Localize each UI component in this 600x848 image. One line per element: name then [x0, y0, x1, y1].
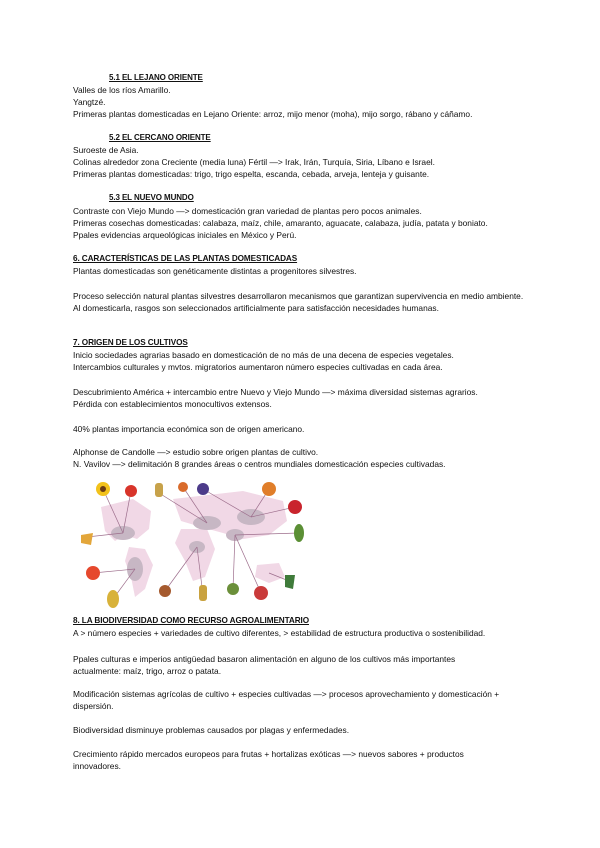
peach-icon [288, 500, 302, 514]
chili-icon [86, 566, 100, 580]
paragraph: Primeras plantas domesticadas: trigo, trigo espelta, escanda, cebada, arveja, lenteja y guisante. [73, 169, 430, 180]
heading-nuevo-mundo: 5.3 EL NUEVO MUNDO [109, 193, 194, 202]
grape-icon [197, 483, 209, 495]
paragraph: N. Vavilov —> delimitación 8 grandes áreas o centros mundiales domesticación especies cultivadas. [73, 459, 446, 470]
paragraph: Pérdida con establecimientos monocultivos extensos. [73, 399, 272, 410]
tomato-icon [125, 485, 137, 497]
corn-icon [107, 590, 119, 608]
heading-origen-cultivos: 7. ORIGEN DE LOS CULTIVOS [73, 338, 188, 347]
section-origen-cultivos-4 [73, 446, 543, 470]
section-biodiversidad-4 [73, 724, 543, 736]
paragraph: Suroeste de Asia. [73, 145, 139, 155]
orange-icon [262, 482, 276, 496]
section-biodiversidad [73, 627, 543, 639]
section-origen-cultivos-2 [73, 386, 543, 410]
section-biodiversidad-3 [73, 688, 543, 712]
paragraph: Plantas domesticadas son genéticamente distintas a progenitores silvestres. [73, 266, 357, 276]
paragraph: Primeras plantas domesticadas en Lejano Oriente: arroz, mijo menor (moha), mijo sorgo, rábano y cáñamo. [73, 109, 473, 120]
paragraph: Ppales culturas e imperios antigüedad basaron alimentación en alguno de los cultivos más importantes actualmente: maíz, trigo, arroz o patata. [73, 654, 456, 677]
paragraph: Al domesticarla, rasgos son seleccionados artificialmente para satisfacción necesidades humanas. [73, 303, 439, 314]
paragraph: Crecimiento rápido mercados europeos para frutas + hortalizas exóticas —> nuevos sabores + productos innovadores. [73, 749, 464, 772]
fruit-icon [178, 482, 188, 492]
section-caracteristicas [73, 265, 543, 277]
section-origen-cultivos [73, 349, 543, 373]
sorghum-icon [199, 585, 207, 601]
cucumber-icon [294, 524, 304, 542]
paragraph: Alphonse de Candolle —> estudio sobre origen plantas de cultivo. [73, 447, 319, 457]
section-lejano-oriente [73, 84, 543, 121]
section-cercano-oriente [73, 144, 543, 181]
heading-cercano-oriente: 5.2 EL CERCANO ORIENTE [109, 133, 211, 142]
paragraph: Inicio sociedades agrarias basado en domesticación de no más de una decena de especies vegetales. [73, 350, 454, 360]
paragraph: Yangtzé. [73, 97, 106, 108]
paragraph: Valles de los ríos Amarillo. [73, 85, 171, 95]
section-nuevo-mundo [73, 205, 543, 242]
pepper-icon [81, 533, 93, 545]
paragraph: Intercambios culturales y mvtos. migratorios aumentaron número especies cultivadas en cada área. [73, 362, 443, 373]
heading-caracteristicas: 6. CARACTERÍSTICAS DE LAS PLANTAS DOMESTICADAS [73, 254, 298, 263]
paragraph: A > número especies + variedades de cultivo diferentes, > estabilidad de estructura productiva o sostenibilidad. [73, 628, 486, 638]
vavilov-centers-map [73, 477, 313, 612]
section-biodiversidad-2 [73, 653, 543, 677]
paragraph: Biodiversidad disminuye problemas causados por plagas y enfermedades. [73, 725, 350, 735]
wheat-icon [155, 483, 163, 497]
section-caracteristicas-2 [73, 290, 543, 314]
paragraph: Proceso selección natural plantas silvestres desarrollaron mecanismos que garantizan supervivencia en medio ambiente. [73, 291, 524, 301]
paragraph: Contraste con Viejo Mundo —> domesticación gran variedad de plantas pero pocos animales. [73, 206, 422, 216]
paragraph: 40% plantas importancia económica son de origen americano. [73, 424, 305, 434]
section-origen-cultivos-3 [73, 423, 543, 435]
paragraph: Primeras cosechas domesticadas: calabaza, maíz, chile, amaranto, aguacate, calabaza, judía, patata y boniato. [73, 218, 488, 229]
section-biodiversidad-5 [73, 748, 543, 772]
paragraph: Descubrimiento América + intercambio entre Nuevo y Viejo Mundo —> máxima diversidad sistemas agrarios. [73, 387, 478, 397]
paragraph: Modificación sistemas agrícolas de cultivo + especies cultivadas —> procesos aprovechamiento y domesticación + dispersión. [73, 689, 500, 712]
rice-icon [227, 583, 239, 595]
paragraph: Ppales evidencias arqueológicas iniciales en México y Perú. [73, 230, 297, 241]
paragraph: Colinas alrededor zona Creciente (media luna) Fértil —> Irak, Irán, Turquía, Siria, Líbano e Israel. [73, 157, 435, 168]
coffee-icon [159, 585, 171, 597]
heading-biodiversidad: 8. LA BIODIVERSIDAD COMO RECURSO AGROALIMENTARIO [73, 616, 309, 625]
apple-icon [254, 586, 268, 600]
heading-lejano-oriente: 5.1 EL LEJANO ORIENTE [109, 73, 203, 82]
